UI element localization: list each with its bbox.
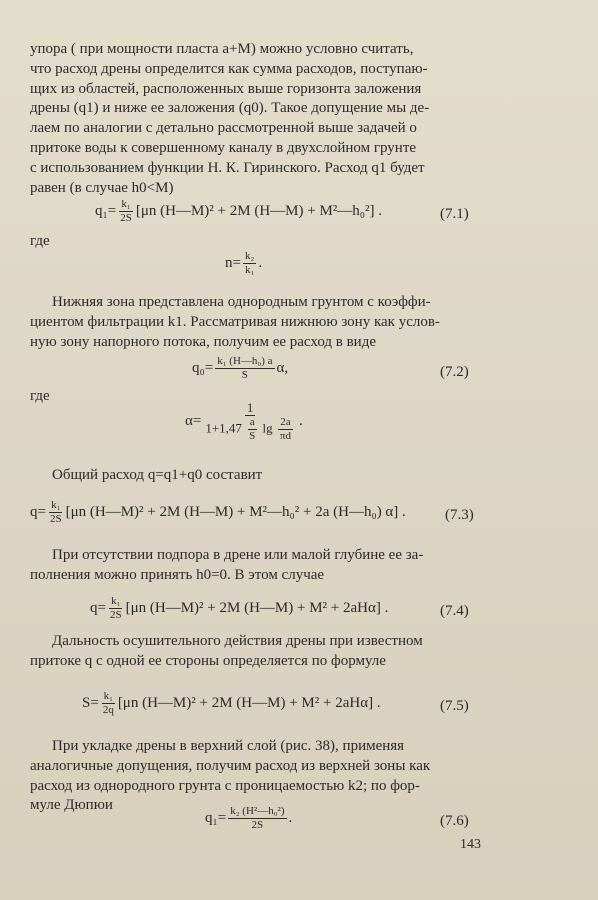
text-line: Нижняя зона представлена однородным грунтом с коэффи- — [52, 294, 431, 310]
paragraph-intro — [30, 40, 490, 198]
text-line: При укладке дрены в верхний слой (рис. 38), применяя — [52, 738, 405, 754]
equation-lhs: q₀= — [192, 360, 214, 376]
fraction-numerator: 2a — [280, 416, 291, 428]
equation-lhs: q= — [90, 600, 106, 616]
word-gde: где — [30, 233, 50, 249]
equation-number: (7.2) — [440, 364, 469, 380]
inner-fraction — [247, 416, 257, 443]
fraction-denominator: S — [249, 430, 256, 442]
equation-rhs: [μn (H—M)² + 2M (H—M) + M²—h₀²] . — [135, 203, 382, 219]
equation-rhs: [μn (H—M)² + 2M (H—M) + M² + 2aHα] . — [125, 600, 389, 616]
equation-lhs: q₁= — [95, 203, 117, 219]
fraction-denominator: 2S — [109, 609, 122, 621]
text-line: ную зону напорного потока, получим ее расход в виде — [30, 333, 376, 350]
text-line: притоке воды к совершенному каналу в двухслойном грунте — [30, 139, 417, 156]
equation-7-6 — [205, 805, 292, 832]
fraction-denominator — [203, 416, 297, 443]
text-line: притоке q с одной ее стороны определяется по формуле — [30, 652, 386, 669]
fraction-numerator: k₂ — [244, 250, 255, 262]
equation-number: (7.1) — [440, 206, 469, 222]
fraction-numerator: k₁ — [103, 690, 113, 702]
equation-7-2 — [192, 355, 288, 382]
equation-n — [225, 250, 262, 277]
fraction — [243, 250, 256, 277]
equation-rhs: . — [288, 810, 293, 826]
fraction-numerator: k₁ (H—h₀) a — [217, 355, 273, 367]
fraction-numerator: k₁ — [121, 198, 131, 210]
fraction — [228, 805, 286, 832]
fraction-numerator: k₂ (H²—h₀²) — [230, 805, 285, 817]
text-line: Дальность осушительного действия дрены при известном — [52, 633, 423, 649]
fraction — [118, 198, 134, 225]
text-line: лаем по аналогии с детально рассмотренной выше задачей о — [30, 120, 417, 137]
text-line: что расход дрены определится как сумма расходов, поступаю- — [30, 60, 428, 77]
equation-alpha — [185, 400, 303, 443]
fraction-denominator: 2S — [120, 212, 132, 224]
text-line: При отсутствии подпора в дрене или малой глубине ее за- — [52, 547, 424, 563]
equation-rhs: . — [298, 413, 303, 429]
text-line: равен (в случае h0<M) — [30, 179, 174, 196]
text-line: полнения можно принять h0=0. В этом случае — [30, 566, 325, 583]
text-line: аналогичные допущения, получим расход из верхней зоны как — [30, 757, 431, 774]
fraction-numerator: k₁ — [51, 499, 61, 511]
fraction — [48, 499, 64, 526]
text-line: муле Дюпюи — [30, 797, 113, 814]
text-line: с использованием функции Н. К. Гиринского. Расход q1 будет — [30, 159, 425, 176]
fraction — [101, 690, 116, 717]
equation-number: (7.6) — [440, 813, 469, 829]
fraction-numerator: 1 — [246, 400, 254, 415]
inner-fraction — [278, 416, 293, 443]
fraction — [203, 400, 297, 443]
fraction-denominator: S — [241, 369, 248, 381]
equation-lhs: n= — [225, 255, 241, 271]
equation-lhs: q₁= — [205, 810, 227, 826]
fraction-numerator: k₁ — [111, 595, 121, 607]
paragraph-lower-zone — [30, 293, 490, 352]
equation-7-5 — [82, 690, 381, 717]
fraction — [108, 595, 124, 622]
equation-lhs: q= — [30, 504, 46, 520]
equation-7-1 — [95, 198, 382, 225]
log-symbol: lg — [262, 420, 273, 436]
equation-7-3 — [30, 499, 406, 526]
fraction — [215, 355, 274, 382]
text-line: упора ( при мощности пласта a+M) можно условно считать, — [30, 41, 414, 57]
fraction-denominator: 2S — [251, 819, 264, 831]
equation-rhs: [μn (H—M)² + 2M (H—M) + M²—h₀² + 2a (H—h₀) α] . — [65, 504, 406, 520]
equation-lhs: S= — [82, 695, 99, 711]
equation-7-4 — [90, 595, 388, 622]
equation-lhs: α= — [185, 413, 202, 429]
fraction-numerator: a — [249, 416, 255, 428]
equation-number: (7.4) — [440, 603, 469, 619]
paragraph-range — [30, 632, 490, 672]
equation-rhs: α, — [276, 360, 289, 376]
text-line: циентом фильтрации k1. Рассматривая нижнюю зону как услов- — [30, 313, 440, 330]
denominator-term: 1+1,47 — [205, 420, 242, 436]
equation-rhs: . — [258, 255, 263, 271]
paragraph-total — [30, 466, 490, 486]
equation-rhs: [μn (H—M)² + 2M (H—M) + M² + 2aHα] . — [117, 695, 381, 711]
fraction-denominator: 2q — [102, 704, 114, 716]
word-gde: где — [30, 388, 50, 404]
text-line: расход из однородного грунта с проницаемостью k2; по фор- — [30, 777, 420, 794]
equation-number: (7.5) — [440, 698, 469, 714]
equation-number: (7.3) — [445, 507, 474, 523]
text-line: щих из областей, расположенных выше горизонта заложения — [30, 80, 422, 97]
fraction-denominator: 2S — [49, 513, 62, 525]
fraction-denominator: k₁ — [244, 264, 255, 276]
paragraph-no-backwater — [30, 546, 490, 586]
text-line: дрены (q1) и ниже ее заложения (q0). Такое допущение мы де- — [30, 100, 430, 117]
text-line: Общий расход q=q1+q0 составит — [52, 467, 263, 483]
fraction-denominator: πd — [279, 430, 291, 442]
page-number: 143 — [460, 837, 481, 852]
